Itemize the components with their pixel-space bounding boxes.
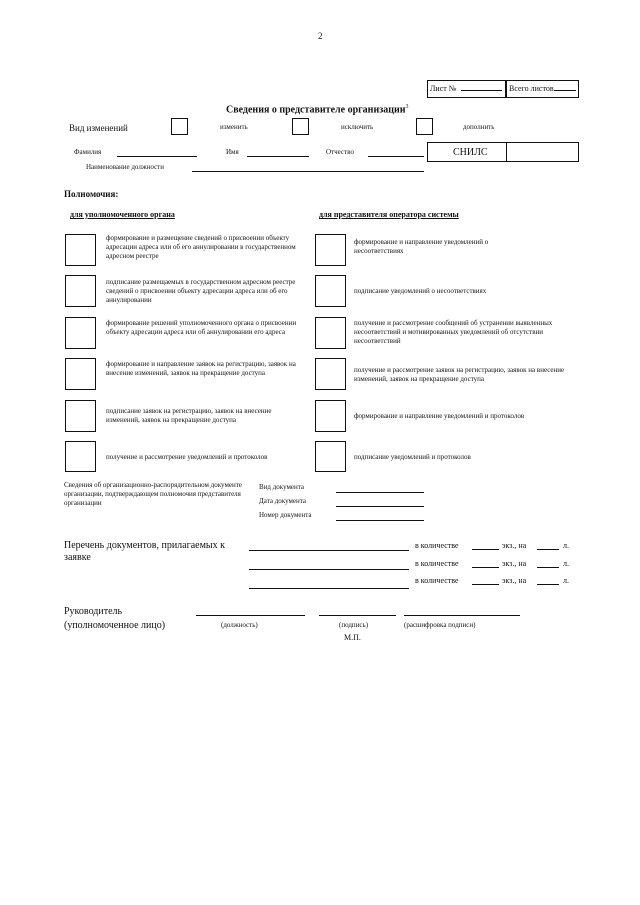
attachment-2-copies-label: экз., на (502, 559, 527, 568)
total-sheets-box (506, 80, 579, 98)
head-name-decode-field[interactable] (404, 615, 520, 616)
snils-label: СНИЛС (453, 147, 488, 158)
document-number-field[interactable] (336, 520, 424, 521)
right-power-6-checkbox[interactable] (315, 441, 346, 472)
attachment-3-sheets-field[interactable] (537, 584, 559, 585)
document-number-label: Номер документа (259, 511, 312, 519)
sheet-number-label: Лист № (430, 84, 457, 93)
right-power-1-checkbox[interactable] (315, 234, 346, 266)
attachment-3-copies-label: экз., на (502, 576, 527, 585)
signature-caption: (подпись) (339, 621, 369, 629)
surname-label: Фамилия (74, 148, 102, 156)
change-add-label: дополнить (463, 123, 495, 131)
document-type-field[interactable] (336, 492, 424, 493)
left-column-heading: для уполномоченного органа (70, 210, 175, 219)
left-power-4-checkbox[interactable] (65, 358, 96, 390)
position-label: Наименование должности (86, 163, 164, 171)
head-label: Руководитель (64, 606, 123, 617)
decode-caption: (расшифровка подписи) (404, 621, 476, 629)
right-column-heading: для представителя оператора системы (319, 210, 459, 219)
attachment-2-qty-label: в количестве (415, 559, 459, 568)
form-title-text: Сведения о представителе организации (226, 104, 406, 116)
left-power-2-label: подписание размещаемых в государственном адресном реестре сведений о присвоении объекту адресации адреса или об его аннулировании (106, 278, 296, 304)
attachment-1-qty-label: в количестве (415, 541, 459, 550)
document-date-label: Дата документа (259, 497, 307, 505)
attachment-2-sheets-field[interactable] (537, 567, 559, 568)
snils-label-box (427, 142, 507, 162)
right-power-3-label: получение и рассмотрение сообщений об устранении выявленных несоответствий и мотивированных уведомлений об отсутствии несоответствий (354, 319, 553, 345)
right-power-3-checkbox[interactable] (315, 317, 346, 349)
left-power-1-checkbox[interactable] (65, 234, 96, 266)
change-modify-checkbox[interactable] (171, 118, 188, 135)
attachment-1-sheets-field[interactable] (537, 549, 559, 550)
right-power-5-label: формирование и направление уведомлений и протоколов (354, 412, 525, 420)
surname-field[interactable] (117, 156, 197, 157)
sheet-number-field[interactable] (461, 90, 502, 91)
head-position-field[interactable] (196, 615, 305, 616)
patronymic-label: Отчество (326, 148, 354, 156)
right-power-5-checkbox[interactable] (315, 400, 346, 432)
name-label: Имя (226, 148, 239, 156)
left-power-3-label: формирование решений уполномоченного органа о присвоении объекту адресации адреса или об аннулировании его адреса (106, 319, 297, 336)
left-power-5-label: подписание заявок на регистрацию, заявок на внесение изменений, заявок на прекращение доступа (106, 407, 272, 424)
seal-label: М.П. (344, 633, 361, 642)
attachment-3-qty-field[interactable] (472, 584, 499, 585)
authorized-person-label: (уполномоченное лицо) (64, 620, 166, 631)
attachment-1-copies-label: экз., на (502, 541, 527, 550)
right-power-2-label: подписание уведомлений о несоответствиях (354, 287, 487, 295)
attachment-2-sheets-label: л. (563, 559, 569, 568)
position-field[interactable] (192, 171, 424, 172)
page-number: 2 (318, 31, 323, 41)
change-modify-label: изменить (220, 123, 248, 131)
attachment-1-sheets-label: л. (563, 541, 569, 550)
document-info-label: Сведения об организационно-распорядительном документе организации, подтверждающем полномочия представителя организации (64, 481, 242, 507)
name-field[interactable] (247, 156, 309, 157)
snils-field[interactable] (506, 142, 579, 162)
change-type-label: Вид изменений (69, 123, 128, 133)
attachment-3-qty-label: в количестве (415, 576, 459, 585)
powers-title: Полномочия: (64, 189, 119, 199)
left-power-2-checkbox[interactable] (65, 275, 96, 307)
document-type-label: Вид документа (259, 483, 305, 491)
form-title (226, 101, 409, 116)
right-power-2-checkbox[interactable] (315, 275, 346, 307)
left-power-5-checkbox[interactable] (65, 400, 96, 432)
right-power-4-label: получение и рассмотрение заявок на регистрацию, заявок на внесение изменений, заявок на прекращение доступа (354, 366, 565, 383)
change-exclude-label: исключить (341, 123, 374, 131)
position-caption: (должность) (221, 621, 258, 629)
head-signature-field[interactable] (319, 615, 396, 616)
right-power-4-checkbox[interactable] (315, 358, 346, 390)
left-power-3-checkbox[interactable] (65, 317, 96, 349)
attachments-label: Перечень документов, прилагаемых к заявке (64, 540, 225, 563)
attachment-2-qty-field[interactable] (472, 567, 499, 568)
sheet-number-box (427, 80, 506, 98)
left-power-1-label: формирование и размещение сведений о присвоении объекту адресации адреса или об его аннулировании в государственном адресном реестре (106, 234, 296, 260)
right-power-1-label: формирование и направление уведомлений о несоответствиях (354, 238, 489, 255)
right-power-6-label: подписание уведомлений и протоколов (354, 453, 471, 461)
document-date-field[interactable] (336, 506, 424, 507)
total-sheets-label: Всего листов (509, 84, 554, 93)
title-footnote: 3 (405, 104, 409, 110)
change-add-checkbox[interactable] (416, 118, 433, 135)
attachment-3-field[interactable] (249, 588, 409, 589)
attachment-1-field[interactable] (249, 550, 409, 551)
total-sheets-field[interactable] (554, 90, 576, 91)
change-exclude-checkbox[interactable] (292, 118, 309, 135)
attachment-1-qty-field[interactable] (472, 549, 499, 550)
patronymic-field[interactable] (368, 156, 424, 157)
left-power-6-checkbox[interactable] (65, 441, 96, 472)
attachment-2-field[interactable] (249, 569, 409, 570)
left-power-6-label: получение и рассмотрение уведомлений и протоколов (106, 453, 268, 461)
attachment-3-sheets-label: л. (563, 576, 569, 585)
left-power-4-label: формирование и направление заявок на регистрацию, заявок на внесение изменений, заявок на прекращение доступа (106, 360, 296, 377)
